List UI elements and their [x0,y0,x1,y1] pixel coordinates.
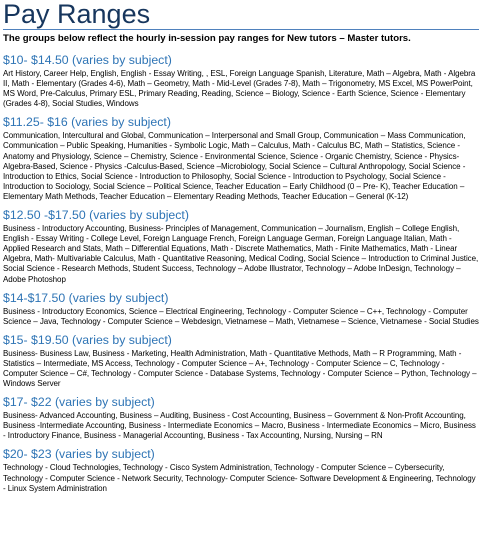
pay-range-heading: $20- $23 (varies by subject) [3,447,155,462]
subject-list: Communication, Intercultural and Global, Communication – Interpersonal and Small Group, Communication – Mass Communication, Communication – Public Speaking, Humanities - Symbolic Logic, Math – Calculus, Math - Calculus BC, Math – Statistics, Science - Anatomy and Physiology, Science – Chemistry, Science - Environmental Science, Science - Organic Chemistry, Science - Physics- Algebra-Based, Science - Physics -Calculus-Based, Science –Microbiology, Social Science – Cultural Anthropology, Social Science - Introduction to Ethics, Social Science - Introduction to Philosophy, Social Science - Introduction to Psychology, Social Science - Introduction to Sociology, Social Science – Political Science, Teacher Education – Early Childhood (0 – Pre- K), Teacher Education – Elementary Math Methods, Teacher Education – Elementary Reading Methods, Teacher Education – General (K-12) [3,131,466,201]
pay-range-heading: $14-$17.50 (varies by subject) [3,290,169,305]
subject-list: Technology - Cloud Technologies, Technology - Cisco System Administration, Technology - Computer Science – Cybersecurity, Technology - Computer Science - Network Security, Technology- Computer Science- Software Development & Engineering, Technology - Linux System Administration [3,463,476,493]
subject-list: Business- Business Law, Business - Marketing, Health Administration, Math - Quantitative Methods, Math – R Programming, Math - Statistics – Intermediate, MS Access, Technology - Computer Science – A+, Technology - Computer Science – C, Technology - Computer Science – C#, Technology - Computer Science - Database Systems, Technology - Computer Science – Python, Technology – Windows Server [3,348,477,389]
pay-range-section-2 [3,115,479,202]
subject-list: Business- Advanced Accounting, Business – Auditing, Business - Cost Accounting, Business – Government & Non-Profit Accounting, Business -Intermediate Accounting, Business - Intermediate Economics – Macro, Business - Intermediate Economics – Micro, Business - Introductory Finance, Business - Managerial Accounting, Business - Tax Accounting, Nursing, Nursing – RN [3,411,476,441]
pay-range-heading: $15- $19.50 (varies by subject) [3,332,172,347]
pay-range-section-1 [3,53,479,109]
pay-range-section-6 [3,395,479,441]
pay-range-section-3 [3,208,479,285]
page-title: Pay Ranges [3,0,479,30]
pay-range-heading: $17- $22 (varies by subject) [3,395,155,410]
pay-range-heading: $10- $14.50 (varies by subject) [3,53,172,67]
subject-list: Business - Introductory Economics, Science – Electrical Engineering, Technology - Computer Science – C++, Technology - Computer Science – Java, Technology - Computer Science – Webdesign, Vietnamese – Math, Vietnamese – Science, Vietnamese - Social Studies [3,306,479,326]
pay-range-section-4 [3,291,479,327]
pay-range-section-5 [3,333,479,389]
subject-list: Business - Introductory Accounting, Business- Principles of Management, Communication – Journalism, English – College English, English - Essay Writing - College Level, Foreign Language French, Foreign Language German, Foreign Language Italian, Math - Applied Research and Stats, Math – Differential Equations, Math - Discrete Mathematics, Math - Finite Mathematics, Math - Linear Algebra, Math- Multivariable Calculus, Math - Quantitative Reasoning, Medical Coding, Social Science – Introduction to Criminal Justice, Social Science - Research Methods, Student Success, Technology – Adobe Illustrator, Technology – Adobe InDesign, Technology – Adobe Photoshop [3,224,479,284]
intro-text: The groups below reflect the hourly in-session pay ranges for New tutors – Master tutors. [3,33,411,44]
pay-range-section-7 [3,447,479,493]
subject-list: Art History, Career Help, English, English - Essay Writing, , ESL, Foreign Language Spanish, Literature, Math – Algebra, Math - Algebra II, Math - Elementary (Grades 4-6), Math – Geometry, Math - Mid-Level (Grades 7-8), Math – Trigonometry, MS Excel, MS PowerPoint, MS Word, Pre-Calculus, Primary ESL, Primary Reading, Reading, Science – Biology, Science - Earth Science, Science - Elementary (Grades 4-8), Social Studies, Windows [3,69,476,109]
pay-range-heading: $12.50 -$17.50 (varies by subject) [3,208,189,223]
pay-range-heading: $11.25- $16 (varies by subject) [3,115,171,130]
